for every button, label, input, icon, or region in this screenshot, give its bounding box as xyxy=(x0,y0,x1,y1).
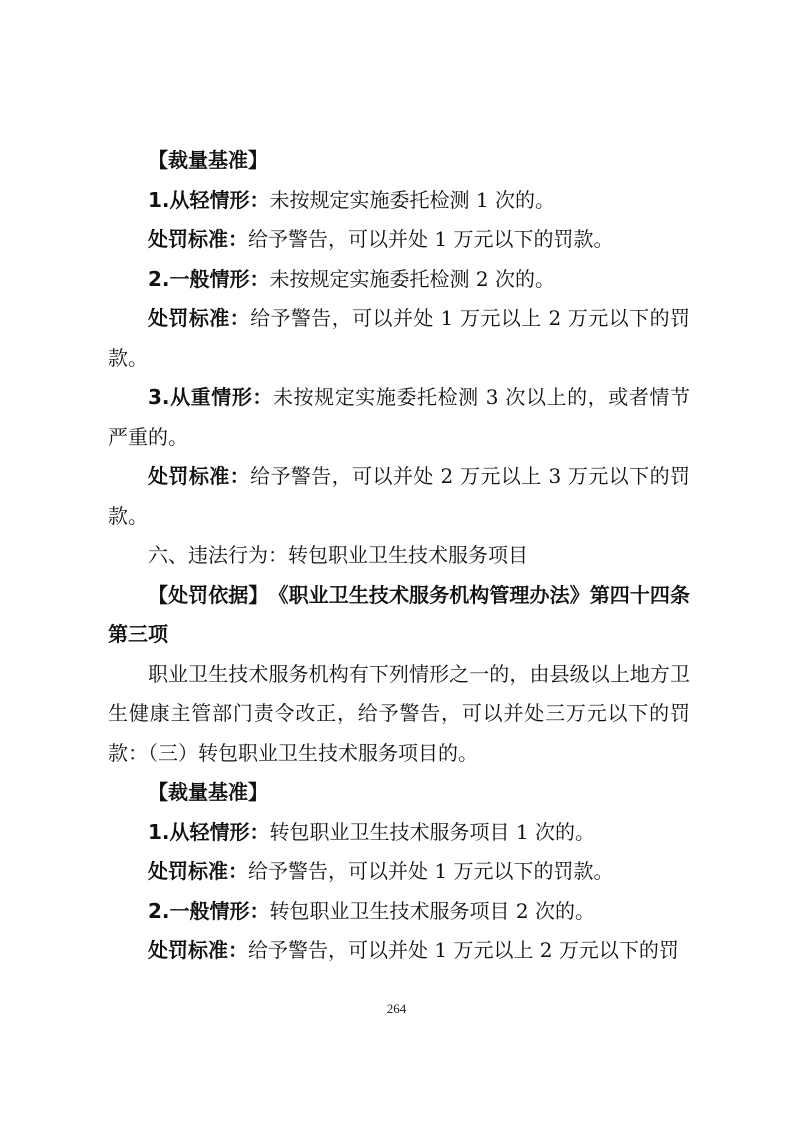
paragraph-heading: 处罚标准： xyxy=(148,227,248,251)
paragraph xyxy=(108,576,690,655)
paragraph-heading: 【裁量基准】 xyxy=(148,148,268,172)
paragraph-text: 给予警告，可以并处 1 万元以上 2 万元以下的罚款。 xyxy=(108,306,690,370)
page-number: 264 xyxy=(386,1001,407,1016)
paragraph-heading: 处罚标准： xyxy=(148,464,251,488)
paragraph-heading: 3.从重情形： xyxy=(148,385,273,409)
paragraph-text: 给予警告，可以并处 1 万元以上 2 万元以下的罚 xyxy=(248,938,679,962)
paragraph-heading: 处罚标准： xyxy=(148,938,248,962)
paragraph xyxy=(108,655,690,774)
paragraph-text: 《职业卫生技术服务机构管理办法》第四十四条第三项 xyxy=(108,582,691,646)
paragraph-text: 给予警告，可以并处 2 万元以上 3 万元以下的罚款。 xyxy=(108,464,690,528)
document-body xyxy=(108,141,690,971)
paragraph-text: 职业卫生技术服务机构有下列情形之一的，由县级以上地方卫生健康主管部门责令改正，给予警告，可以并处三万元以下的罚款：（三）转包职业卫生技术服务项目的。 xyxy=(108,661,690,765)
paragraph-heading: 处罚标准： xyxy=(148,306,251,330)
paragraph xyxy=(108,260,690,300)
paragraph-text: 未按规定实施委托检测 2 次的。 xyxy=(269,266,555,291)
paragraph-heading: 1.从轻情形： xyxy=(148,187,270,212)
paragraph-text: 给予警告，可以并处 1 万元以下的罚款。 xyxy=(248,227,614,251)
paragraph xyxy=(108,773,690,813)
paragraph-text: 转包职业卫生技术服务项目 1 次的。 xyxy=(269,819,595,844)
paragraph xyxy=(108,931,690,971)
paragraph xyxy=(108,852,690,892)
paragraph-text: 六、违法行为：转包职业卫生技术服务项目 xyxy=(148,543,528,567)
paragraph-text: 未按规定实施委托检测 3 次以上的，或者情节严重的。 xyxy=(108,385,690,449)
paragraph-text: 未按规定实施委托检测 1 次的。 xyxy=(269,187,555,212)
paragraph-text: 转包职业卫生技术服务项目 2 次的。 xyxy=(269,898,595,923)
paragraph xyxy=(108,378,690,457)
paragraph-heading: 【裁量基准】 xyxy=(148,780,268,804)
section-heading xyxy=(108,536,690,576)
paragraph-text: 给予警告，可以并处 1 万元以下的罚款。 xyxy=(248,859,614,883)
paragraph-heading: 2.一般情形： xyxy=(148,266,270,291)
paragraph xyxy=(108,457,690,536)
paragraph xyxy=(108,299,690,378)
paragraph xyxy=(108,892,690,932)
paragraph-heading: 2.一般情形： xyxy=(148,898,270,923)
paragraph xyxy=(108,141,690,181)
paragraph-heading: 处罚标准： xyxy=(148,859,248,883)
paragraph-heading: 1.从轻情形： xyxy=(148,819,270,844)
paragraph xyxy=(108,220,690,260)
paragraph-heading: 【处罚依据】 xyxy=(148,582,259,607)
paragraph xyxy=(108,181,690,221)
paragraph xyxy=(108,813,690,853)
